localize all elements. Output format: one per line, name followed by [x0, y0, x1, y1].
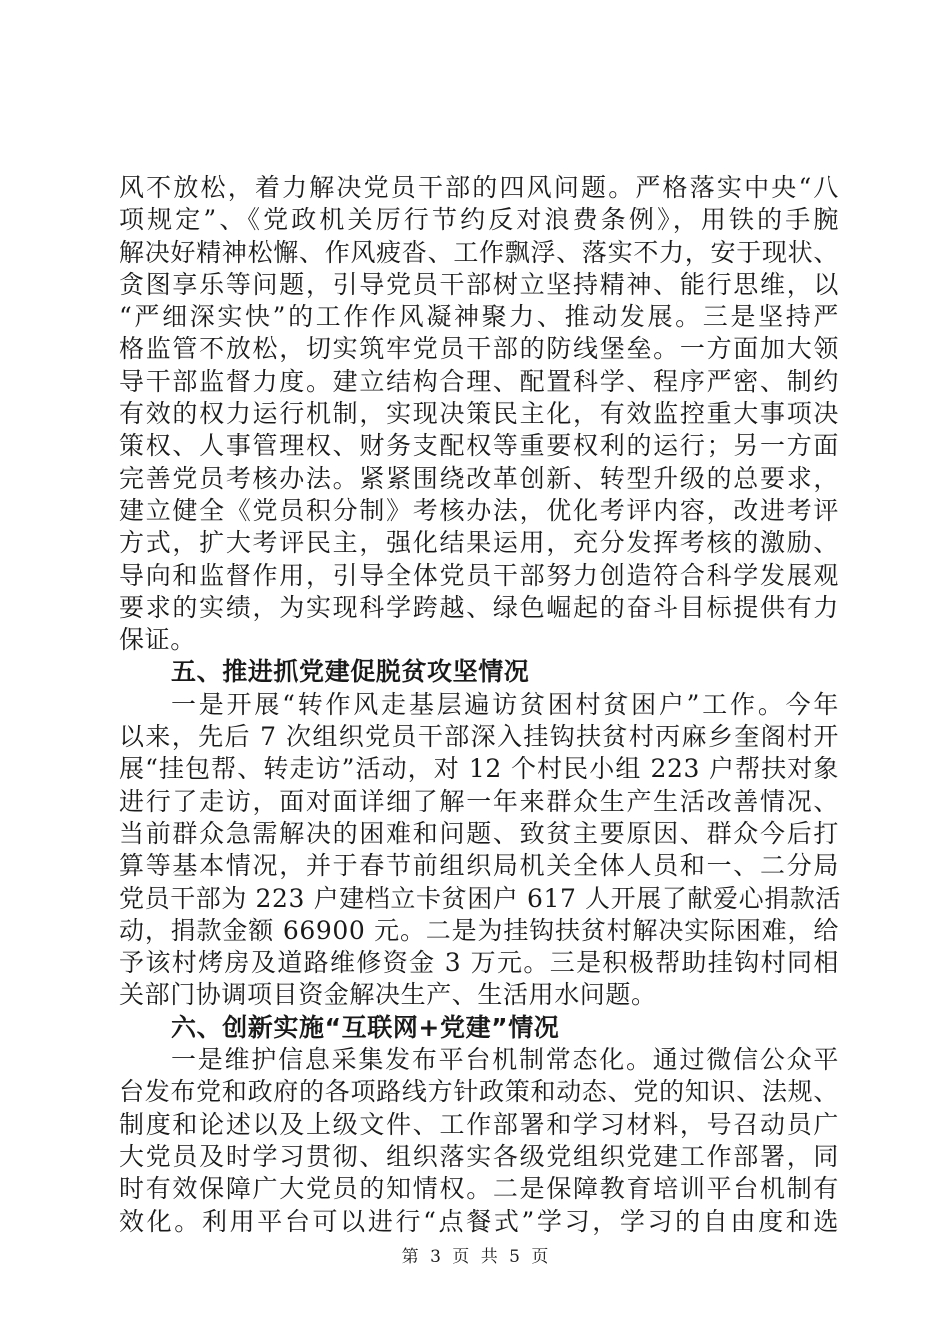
body-line: “严细深实快”的工作作风凝神聚力、推动发展。三是坚持严: [119, 302, 839, 332]
body-line: 建立健全《党员积分制》考核办法，优化考评内容，改进考评: [119, 495, 839, 525]
body-line: 格监管不放松，切实筑牢党员干部的防线堡垒。一方面加大领: [119, 334, 839, 364]
body-line: 导干部监督力度。建立结构合理、配置科学、程序严密、制约: [119, 366, 839, 396]
body-line: 风不放松，着力解决党员干部的四风问题。严格落实中央“八: [119, 173, 839, 202]
body-line: 进行了走访，面对面详细了解一年来群众生产生活改善情况、: [119, 786, 839, 816]
body-line: 有效的权力运行机制，实现决策民主化，有效监控重大事项决: [119, 399, 839, 429]
document-body: [119, 172, 842, 1238]
section-heading-5: 五、推进抓党建促脱贫攻坚情况: [171, 657, 530, 687]
body-line: 保证。: [119, 625, 196, 655]
body-line: 一是维护信息采集发布平台机制常态化。通过微信公众平: [171, 1045, 839, 1075]
body-line: 党员干部为 223 户建档立卡贫困户 617 人开展了献爱心捐款活: [119, 883, 842, 913]
body-line: 解决好精神松懈、作风疲沓、工作飘浮、落实不力，安于现状、: [119, 237, 839, 267]
body-line: 项规定”、《党政机关厉行节约反对浪费条例》，用铁的手腕: [119, 205, 839, 235]
body-line: 时有效保障广大党员的知情权。二是保障教育培训平台机制有: [119, 1174, 839, 1204]
body-line: 动，捐款金额 66900 元。二是为挂钩扶贫村解决实际困难，给: [119, 915, 839, 945]
body-line: 导向和监督作用，引导全体党员干部努力创造符合科学发展观: [119, 560, 839, 590]
body-line: 展“挂包帮、转走访”活动，对 12 个村民小组 223 户帮扶对象: [119, 754, 839, 784]
body-line: 制度和论述以及上级文件、工作部署和学习材料，号召动员广: [119, 1109, 839, 1139]
body-line: 台发布党和政府的各项路线方针政策和动态、党的知识、法规、: [119, 1077, 839, 1107]
body-line: 大党员及时学习贯彻、组织落实各级党组织党建工作部署，同: [119, 1141, 839, 1171]
body-line: 方式，扩大考评民主，强化结果运用，充分发挥考核的激励、: [119, 528, 839, 558]
body-line: 效化。利用平台可以进行“点餐式”学习，学习的自由度和选: [119, 1206, 839, 1236]
body-line: 贪图享乐等问题，引导党员干部树立坚持精神、能行思维，以: [119, 269, 839, 299]
section-heading-6: 六、创新实施“互联网+党建”情况: [171, 1012, 560, 1042]
body-line: 当前群众急需解决的困难和问题、致贫主要原因、群众今后打: [119, 818, 839, 848]
body-line: 策权、人事管理权、财务支配权等重要权利的运行；另一方面: [119, 431, 839, 461]
body-line: 以来，先后 7 次组织党员干部深入挂钩扶贫村丙麻乡奎阁村开: [119, 722, 839, 752]
body-line: 完善党员考核办法。紧紧围绕改革创新、转型升级的总要求，: [119, 463, 839, 493]
body-line: 一是开展“转作风走基层遍访贫困村贫困户”工作。今年: [171, 689, 839, 719]
page-number-footer: 第 3 页 共 5 页: [401, 1247, 549, 1267]
body-line: 要求的实绩，为实现科学跨越、绿色崛起的奋斗目标提供有力: [119, 592, 839, 622]
body-line: 关部门协调项目资金解决生产、生活用水问题。: [119, 980, 657, 1010]
body-line: 予该村烤房及道路维修资金 3 万元。三是积极帮助挂钩村同相: [119, 948, 839, 978]
body-line: 算等基本情况，并于春节前组织局机关全体人员和一、二分局: [119, 851, 839, 881]
